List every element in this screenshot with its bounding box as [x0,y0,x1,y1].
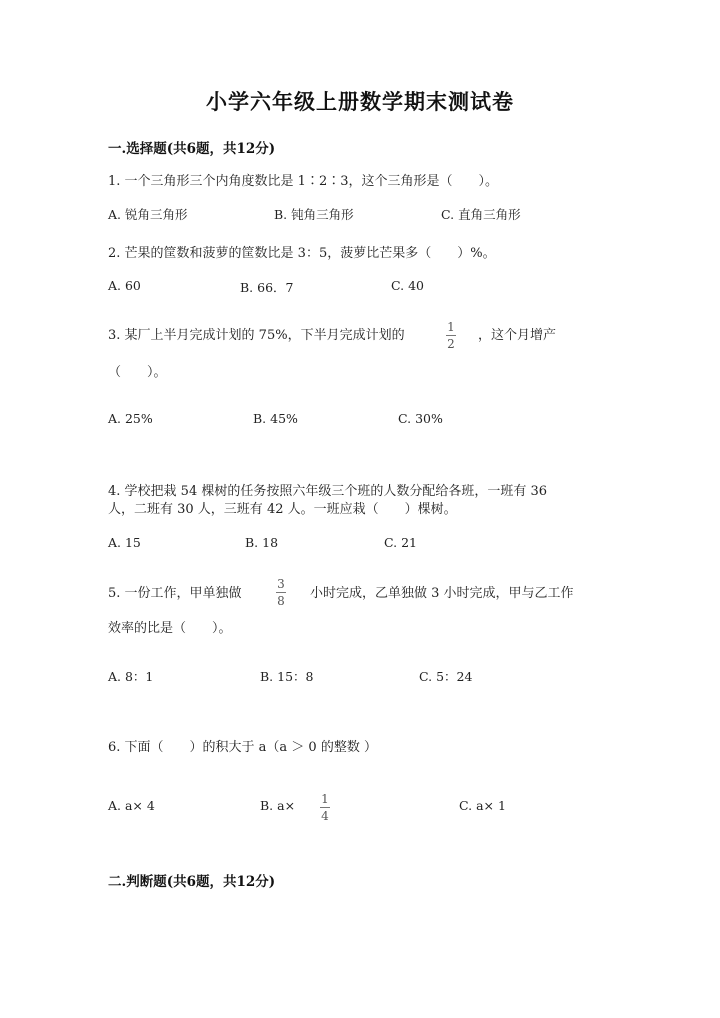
question-3-option-a: A. 25% [108,411,153,426]
question-3-stem-part2: ，这个月增产 [478,328,557,343]
question-6-stem: 6. 下面（ ）的积大于 a（a ＞ 0 的整数 ） [108,740,377,755]
question-5-option-b: B. 15：8 [260,669,314,684]
question-1-option-a: A. 锐角三角形 [108,207,188,222]
fraction-numerator: 3 [277,577,285,591]
question-3-stem-part1: 3. 某厂上半月完成计划的 75%，下半月完成计划的 [108,328,405,343]
fraction-denominator: 4 [321,809,329,823]
question-3-option-c: C. 30% [398,411,443,426]
section-heading-judgment: 二.判断题(共6题，共12分) [108,874,276,890]
fraction-denominator: 2 [447,337,455,351]
question-4-option-c: C. 21 [384,535,417,550]
fraction-bar [446,335,456,336]
question-1-stem: 1. 一个三角形三个内角度数比是 1∶2∶3，这个三角形是（ ）。 [108,174,498,189]
section-heading-choice: 一.选择题(共6题，共12分) [108,141,276,157]
question-1-option-b: B. 钝角三角形 [274,207,354,222]
question-4-stem-line2: 人，二班有 30 人，三班有 42 人。一班应栽（ ）棵树。 [108,502,457,517]
fraction-bar [276,592,286,593]
fraction-bar [320,807,330,808]
question-5-stem-line2: 效率的比是（ ）。 [108,621,232,636]
question-5-option-c: C. 5：24 [419,669,473,684]
question-2-option-a: A. 60 [108,278,141,293]
question-6-option-a: A. a× 4 [108,798,155,813]
question-2-option-c: C. 40 [391,278,424,293]
fraction-denominator: 8 [277,594,285,608]
question-2-stem: 2. 芒果的筐数和菠萝的筐数比是 3：5，菠萝比芒果多（ ）%。 [108,246,496,261]
question-3-option-b: B. 45% [253,411,298,426]
question-6-option-b-fraction [320,793,330,822]
question-1-option-c: C. 直角三角形 [441,207,521,222]
question-4-option-a: A. 15 [108,535,141,550]
question-2-option-b: B. 66．7 [240,280,294,295]
question-6-option-b: B. a× [260,798,296,813]
question-3-fraction [446,321,456,350]
question-4-option-b: B. 18 [245,535,279,550]
question-6-option-c: C. a× 1 [459,798,506,813]
page-title: 小学六年级上册数学期末测试卷 [206,89,514,114]
question-5-stem-part1: 5. 一份工作，甲单独做 [108,586,242,601]
question-3-stem-line2: （ ）。 [108,365,167,380]
question-4-stem-line1: 4. 学校把栽 54 棵树的任务按照六年级三个班的人数分配给各班，一班有 36 [108,484,548,499]
question-5-fraction [276,578,286,607]
fraction-numerator: 1 [321,792,329,806]
question-5-option-a: A. 8：1 [108,669,154,684]
question-5-stem-part2: 小时完成，乙单独做 3 小时完成，甲与乙工作 [310,586,574,601]
fraction-numerator: 1 [447,320,455,334]
